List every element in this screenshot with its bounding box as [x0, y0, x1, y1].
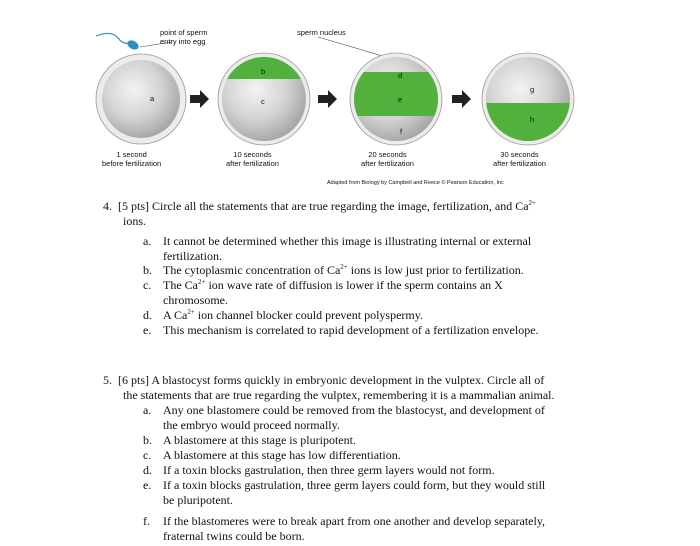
question-points: [5 pts] [118, 199, 149, 213]
label-f: f [400, 127, 403, 136]
arrow-right-icon [452, 90, 471, 108]
label-g: g [530, 85, 535, 94]
label-c: c [261, 97, 265, 106]
question-number: 5. [103, 373, 112, 387]
question-number: 4. [103, 199, 112, 213]
label-b: b [261, 67, 266, 76]
label-h: h [530, 115, 535, 124]
stage-caption-3: 20 seconds after fertilization [361, 150, 414, 168]
label-a: a [150, 94, 155, 103]
sperm-entry-label: point of sperm entry into egg [160, 28, 208, 46]
question-4-prompt: 4. [5 pts] Circle all the statements that are true regarding the image, fertilization, and $Ca^{2+}$ [103, 199, 536, 213]
arrow-right-icon [318, 90, 337, 108]
figure-credit: Adapted from Biology by Campbell and Reece © Pearson Education, Inc [327, 180, 504, 186]
sperm-icon [96, 33, 140, 51]
sperm-nucleus-label: sperm nucleus [297, 28, 346, 37]
question-4-prompt-wrap: ions. [123, 214, 147, 228]
sperm-nucleus-leader [318, 37, 386, 57]
label-d: d [398, 71, 403, 80]
question-5-prompt: 5. [6 pts] A blastocyst forms quickly in embryonic development in the vulptex. Circle all of [103, 373, 545, 387]
stage-caption-1: 1 second before fertilization [102, 150, 162, 168]
question-5-prompt-wrap: the statements that are true regarding the vulptex, remembering it is a mammalian animal. [123, 388, 555, 402]
arrow-right-icon [190, 90, 209, 108]
stage-caption-2: 10 seconds after fertilization [226, 150, 279, 168]
label-e: e [398, 95, 403, 104]
egg-stage1 [102, 60, 180, 138]
question-points: [6 pts] [118, 373, 149, 387]
stage-caption-4: 30 seconds after fertilization [493, 150, 546, 168]
fertilization-figure [0, 0, 700, 196]
